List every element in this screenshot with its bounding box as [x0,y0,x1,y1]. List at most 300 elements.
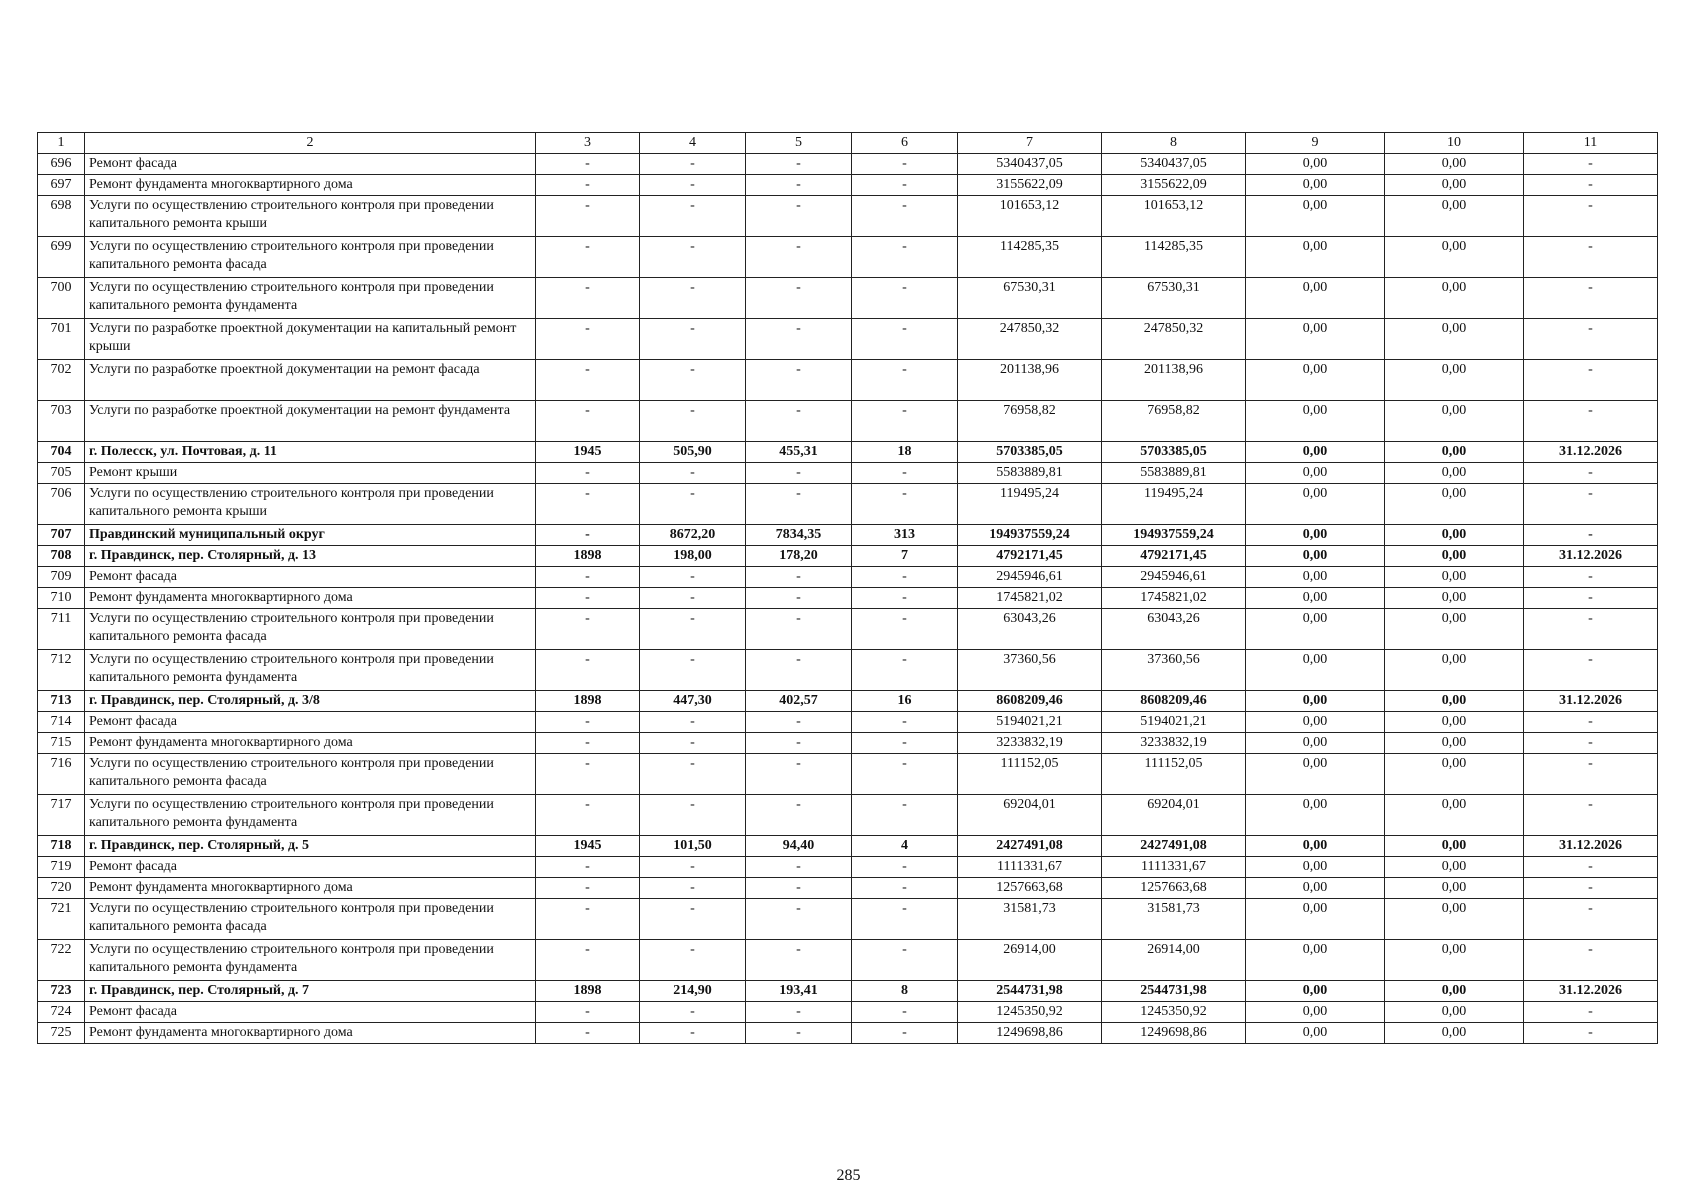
cell-c9: 0,00 [1246,484,1385,525]
table-row [38,319,1658,360]
cell-c6: 313 [852,525,958,546]
table-row [38,712,1658,733]
cell-c8: 3233832,19 [1102,733,1246,754]
cell-c7: 194937559,24 [958,525,1102,546]
cell-c7: 63043,26 [958,609,1102,650]
table-row [38,175,1658,196]
cell-c7: 3155622,09 [958,175,1102,196]
cell-c7: 247850,32 [958,319,1102,360]
cell-c10: 0,00 [1385,546,1524,567]
cell-c5: - [746,401,852,442]
cell-c6: - [852,401,958,442]
cell-c6: 18 [852,442,958,463]
cell-c7: 2427491,08 [958,836,1102,857]
cell-c11: 31.12.2026 [1524,442,1658,463]
table-row [38,525,1658,546]
cell-c3: - [536,733,640,754]
cell-c10: 0,00 [1385,278,1524,319]
cell-c4: 214,90 [640,981,746,1002]
cell-c7: 1257663,68 [958,878,1102,899]
cell-c8: 194937559,24 [1102,525,1246,546]
cell-c11: - [1524,795,1658,836]
cell-number: 705 [38,463,85,484]
cell-c4: - [640,754,746,795]
cell-name: Услуги по осуществлению строительного контроля при проведении капитального ремонта фундамента [85,650,536,691]
column-header-5: 5 [746,133,852,154]
cell-c7: 2945946,61 [958,567,1102,588]
cell-c4: - [640,154,746,175]
cell-c8: 5583889,81 [1102,463,1246,484]
cell-name: Услуги по разработке проектной документации на капитальный ремонт крыши [85,319,536,360]
repair-program-table [37,132,1658,1044]
cell-name: г. Правдинск, пер. Столярный, д. 13 [85,546,536,567]
table-row [38,154,1658,175]
cell-c3: - [536,650,640,691]
cell-c4: - [640,940,746,981]
cell-c6: - [852,650,958,691]
cell-number: 709 [38,567,85,588]
cell-c5: 178,20 [746,546,852,567]
cell-c9: 0,00 [1246,360,1385,401]
cell-c4: 8672,20 [640,525,746,546]
cell-c5: - [746,319,852,360]
cell-number: 699 [38,237,85,278]
cell-name: Ремонт фундамента многоквартирного дома [85,1023,536,1044]
cell-c5: - [746,609,852,650]
cell-c11: - [1524,609,1658,650]
cell-c8: 1111331,67 [1102,857,1246,878]
cell-name: г. Правдинск, пер. Столярный, д. 7 [85,981,536,1002]
cell-name: Ремонт фасада [85,857,536,878]
cell-c9: 0,00 [1246,712,1385,733]
cell-number: 716 [38,754,85,795]
cell-c10: 0,00 [1385,981,1524,1002]
cell-c10: 0,00 [1385,712,1524,733]
cell-c10: 0,00 [1385,836,1524,857]
cell-c11: - [1524,1002,1658,1023]
cell-c5: - [746,196,852,237]
table-row [38,857,1658,878]
cell-c7: 114285,35 [958,237,1102,278]
cell-c7: 3233832,19 [958,733,1102,754]
cell-c8: 2945946,61 [1102,567,1246,588]
cell-c6: 4 [852,836,958,857]
cell-number: 713 [38,691,85,712]
cell-c10: 0,00 [1385,795,1524,836]
cell-c10: 0,00 [1385,754,1524,795]
cell-c6: - [852,484,958,525]
cell-c4: 101,50 [640,836,746,857]
cell-c3: - [536,899,640,940]
cell-number: 710 [38,588,85,609]
cell-c7: 5340437,05 [958,154,1102,175]
cell-number: 701 [38,319,85,360]
cell-c3: 1945 [536,442,640,463]
cell-c11: - [1524,899,1658,940]
cell-c5: - [746,154,852,175]
cell-c4: - [640,712,746,733]
cell-c8: 3155622,09 [1102,175,1246,196]
cell-c3: - [536,567,640,588]
cell-c9: 0,00 [1246,154,1385,175]
cell-c8: 247850,32 [1102,319,1246,360]
cell-c6: - [852,754,958,795]
cell-c8: 37360,56 [1102,650,1246,691]
cell-c4: - [640,237,746,278]
cell-c5: - [746,278,852,319]
cell-c6: 8 [852,981,958,1002]
cell-c3: - [536,857,640,878]
cell-c9: 0,00 [1246,650,1385,691]
cell-c10: 0,00 [1385,691,1524,712]
cell-c4: - [640,1002,746,1023]
cell-c8: 1245350,92 [1102,1002,1246,1023]
cell-c9: 0,00 [1246,940,1385,981]
cell-name: Услуги по осуществлению строительного контроля при проведении капитального ремонта фасада [85,754,536,795]
cell-c6: - [852,154,958,175]
cell-c7: 1249698,86 [958,1023,1102,1044]
table-row [38,401,1658,442]
column-header-8: 8 [1102,133,1246,154]
cell-c7: 69204,01 [958,795,1102,836]
cell-c8: 111152,05 [1102,754,1246,795]
cell-c4: - [640,857,746,878]
cell-c10: 0,00 [1385,878,1524,899]
cell-c3: - [536,795,640,836]
cell-c6: - [852,196,958,237]
cell-c3: - [536,940,640,981]
cell-c6: 7 [852,546,958,567]
cell-c4: - [640,484,746,525]
cell-c10: 0,00 [1385,588,1524,609]
cell-name: Ремонт фундамента многоквартирного дома [85,878,536,899]
cell-c10: 0,00 [1385,1023,1524,1044]
cell-c8: 1745821,02 [1102,588,1246,609]
cell-c10: 0,00 [1385,319,1524,360]
table-row [38,546,1658,567]
table-row [38,1023,1658,1044]
table-row [38,795,1658,836]
cell-c3: - [536,463,640,484]
page-number: 285 [836,1167,861,1184]
cell-c5: - [746,795,852,836]
cell-c8: 101653,12 [1102,196,1246,237]
cell-number: 703 [38,401,85,442]
column-header-10: 10 [1385,133,1524,154]
cell-c3: - [536,360,640,401]
cell-c11: - [1524,567,1658,588]
cell-c7: 8608209,46 [958,691,1102,712]
cell-c6: - [852,237,958,278]
cell-c4: - [640,795,746,836]
cell-c6: - [852,1002,958,1023]
cell-c6: - [852,899,958,940]
cell-c10: 0,00 [1385,484,1524,525]
cell-c9: 0,00 [1246,546,1385,567]
cell-c8: 76958,82 [1102,401,1246,442]
cell-c5: - [746,878,852,899]
cell-c4: - [640,733,746,754]
cell-c5: - [746,733,852,754]
cell-c7: 119495,24 [958,484,1102,525]
cell-name: Услуги по разработке проектной документации на ремонт фундамента [85,401,536,442]
cell-c7: 1745821,02 [958,588,1102,609]
cell-c10: 0,00 [1385,442,1524,463]
cell-c9: 0,00 [1246,567,1385,588]
cell-c10: 0,00 [1385,154,1524,175]
cell-c9: 0,00 [1246,319,1385,360]
table-row [38,609,1658,650]
cell-c10: 0,00 [1385,401,1524,442]
cell-name: г. Правдинск, пер. Столярный, д. 3/8 [85,691,536,712]
cell-number: 712 [38,650,85,691]
cell-c3: 1898 [536,981,640,1002]
cell-number: 702 [38,360,85,401]
cell-name: Услуги по осуществлению строительного контроля при проведении капитального ремонта крыши [85,196,536,237]
cell-c9: 0,00 [1246,878,1385,899]
cell-c4: - [640,175,746,196]
cell-number: 708 [38,546,85,567]
cell-c8: 31581,73 [1102,899,1246,940]
cell-c3: - [536,1023,640,1044]
cell-name: Правдинский муниципальный округ [85,525,536,546]
cell-c4: - [640,899,746,940]
cell-number: 720 [38,878,85,899]
cell-c4: - [640,463,746,484]
cell-c6: - [852,795,958,836]
cell-name: г. Правдинск, пер. Столярный, д. 5 [85,836,536,857]
cell-c4: 447,30 [640,691,746,712]
cell-number: 718 [38,836,85,857]
cell-c10: 0,00 [1385,733,1524,754]
cell-c8: 114285,35 [1102,237,1246,278]
cell-c4: - [640,878,746,899]
cell-number: 707 [38,525,85,546]
cell-c4: - [640,588,746,609]
cell-c5: - [746,484,852,525]
cell-c7: 201138,96 [958,360,1102,401]
cell-c11: - [1524,650,1658,691]
cell-c9: 0,00 [1246,196,1385,237]
cell-name: г. Полесск, ул. Почтовая, д. 11 [85,442,536,463]
cell-c9: 0,00 [1246,442,1385,463]
cell-c8: 8608209,46 [1102,691,1246,712]
cell-c4: 198,00 [640,546,746,567]
column-header-3: 3 [536,133,640,154]
cell-c5: - [746,857,852,878]
cell-c9: 0,00 [1246,609,1385,650]
cell-name: Ремонт фундамента многоквартирного дома [85,733,536,754]
cell-number: 698 [38,196,85,237]
table-body [38,154,1658,1044]
cell-c5: - [746,940,852,981]
cell-c9: 0,00 [1246,588,1385,609]
cell-c6: - [852,588,958,609]
cell-c7: 1111331,67 [958,857,1102,878]
table-row [38,1002,1658,1023]
cell-name: Услуги по осуществлению строительного контроля при проведении капитального ремонта фундамента [85,940,536,981]
table-row [38,733,1658,754]
cell-c11: - [1524,237,1658,278]
cell-c5: - [746,588,852,609]
table-row [38,360,1658,401]
table-row [38,691,1658,712]
cell-c8: 67530,31 [1102,278,1246,319]
cell-number: 721 [38,899,85,940]
cell-c3: - [536,878,640,899]
column-header-1: 1 [38,133,85,154]
cell-name: Услуги по осуществлению строительного контроля при проведении капитального ремонта фундамента [85,278,536,319]
cell-c9: 0,00 [1246,795,1385,836]
cell-c4: - [640,360,746,401]
cell-c5: 7834,35 [746,525,852,546]
cell-c5: - [746,1023,852,1044]
cell-c7: 5703385,05 [958,442,1102,463]
cell-c9: 0,00 [1246,175,1385,196]
cell-c7: 111152,05 [958,754,1102,795]
cell-c7: 76958,82 [958,401,1102,442]
cell-c4: - [640,650,746,691]
cell-c3: - [536,1002,640,1023]
cell-c11: - [1524,278,1658,319]
column-header-9: 9 [1246,133,1385,154]
cell-c11: - [1524,196,1658,237]
table-row [38,442,1658,463]
cell-number: 722 [38,940,85,981]
cell-c3: - [536,588,640,609]
cell-c5: - [746,712,852,733]
cell-c3: - [536,319,640,360]
cell-c4: - [640,196,746,237]
cell-c3: - [536,401,640,442]
cell-c5: 193,41 [746,981,852,1002]
cell-number: 714 [38,712,85,733]
cell-c8: 4792171,45 [1102,546,1246,567]
cell-c9: 0,00 [1246,899,1385,940]
cell-c3: - [536,484,640,525]
cell-c10: 0,00 [1385,609,1524,650]
cell-c11: - [1524,401,1658,442]
cell-number: 717 [38,795,85,836]
cell-c8: 201138,96 [1102,360,1246,401]
cell-c4: - [640,401,746,442]
cell-c11: - [1524,319,1658,360]
cell-c5: - [746,463,852,484]
cell-c5: - [746,899,852,940]
cell-c7: 67530,31 [958,278,1102,319]
cell-c10: 0,00 [1385,463,1524,484]
cell-name: Ремонт фундамента многоквартирного дома [85,588,536,609]
cell-number: 696 [38,154,85,175]
cell-c11: - [1524,733,1658,754]
cell-c10: 0,00 [1385,525,1524,546]
cell-c11: - [1524,154,1658,175]
cell-c8: 5703385,05 [1102,442,1246,463]
cell-c8: 5194021,21 [1102,712,1246,733]
cell-c9: 0,00 [1246,237,1385,278]
column-number-header-row [38,133,1658,154]
table-row [38,940,1658,981]
cell-c6: - [852,567,958,588]
cell-c5: 402,57 [746,691,852,712]
cell-c7: 31581,73 [958,899,1102,940]
cell-c6: - [852,360,958,401]
table-row [38,754,1658,795]
cell-c6: - [852,940,958,981]
table-row [38,878,1658,899]
cell-c11: 31.12.2026 [1524,546,1658,567]
cell-c10: 0,00 [1385,650,1524,691]
cell-number: 700 [38,278,85,319]
cell-name: Услуги по осуществлению строительного контроля при проведении капитального ремонта фасада [85,237,536,278]
cell-c9: 0,00 [1246,691,1385,712]
cell-c3: - [536,712,640,733]
cell-number: 697 [38,175,85,196]
cell-name: Услуги по осуществлению строительного контроля при проведении капитального ремонта крыши [85,484,536,525]
table-row [38,981,1658,1002]
cell-c5: - [746,237,852,278]
cell-name: Услуги по осуществлению строительного контроля при проведении капитального ремонта фасада [85,899,536,940]
cell-c6: - [852,463,958,484]
cell-name: Услуги по разработке проектной документации на ремонт фасада [85,360,536,401]
cell-c10: 0,00 [1385,940,1524,981]
cell-c11: - [1524,940,1658,981]
cell-c3: - [536,237,640,278]
cell-c4: - [640,319,746,360]
cell-c8: 119495,24 [1102,484,1246,525]
cell-c4: - [640,609,746,650]
cell-name: Услуги по осуществлению строительного контроля при проведении капитального ремонта фасада [85,609,536,650]
cell-c11: - [1524,754,1658,795]
cell-number: 706 [38,484,85,525]
cell-name: Ремонт крыши [85,463,536,484]
cell-c6: - [852,878,958,899]
cell-c7: 26914,00 [958,940,1102,981]
cell-c10: 0,00 [1385,360,1524,401]
cell-c11: - [1524,588,1658,609]
cell-c10: 0,00 [1385,196,1524,237]
cell-c3: - [536,525,640,546]
cell-c8: 26914,00 [1102,940,1246,981]
cell-number: 724 [38,1002,85,1023]
cell-c9: 0,00 [1246,981,1385,1002]
cell-number: 704 [38,442,85,463]
column-header-2: 2 [85,133,536,154]
cell-name: Услуги по осуществлению строительного контроля при проведении капитального ремонта фундамента [85,795,536,836]
cell-c10: 0,00 [1385,175,1524,196]
cell-c9: 0,00 [1246,754,1385,795]
cell-number: 711 [38,609,85,650]
cell-c6: - [852,712,958,733]
cell-name: Ремонт фасада [85,1002,536,1023]
column-header-11: 11 [1524,133,1658,154]
cell-c11: - [1524,360,1658,401]
cell-c11: - [1524,878,1658,899]
cell-c8: 1249698,86 [1102,1023,1246,1044]
cell-c11: - [1524,1023,1658,1044]
table-row [38,836,1658,857]
table-row [38,237,1658,278]
cell-c3: - [536,609,640,650]
cell-c7: 1245350,92 [958,1002,1102,1023]
cell-c8: 1257663,68 [1102,878,1246,899]
column-header-4: 4 [640,133,746,154]
column-header-6: 6 [852,133,958,154]
cell-c11: - [1524,463,1658,484]
cell-c3: - [536,196,640,237]
table-row [38,196,1658,237]
cell-c11: - [1524,857,1658,878]
